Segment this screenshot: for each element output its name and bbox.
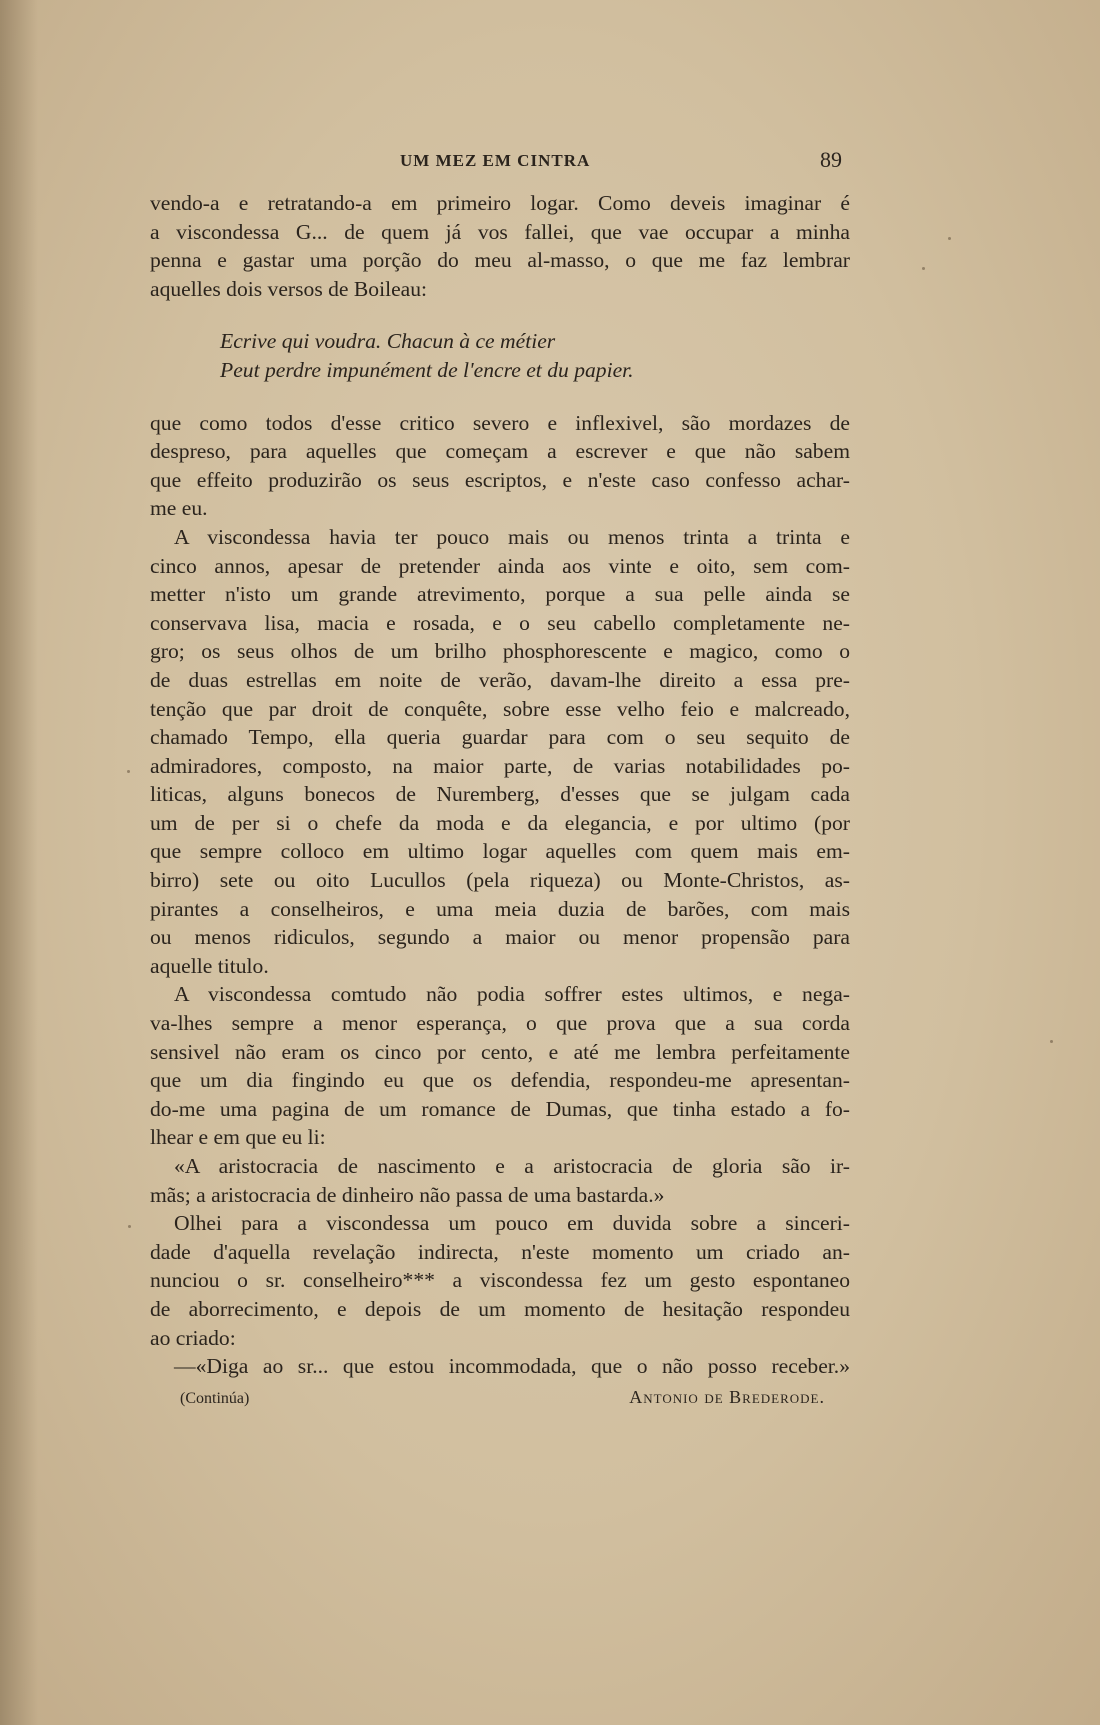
text-line: que um dia fingindo eu que os defendia, respondeu-me apresentan-: [150, 1068, 850, 1093]
text-line: penna e gastar uma porção do meu al-masso, o que me faz lembrar: [150, 248, 850, 273]
verse-quote: [150, 327, 850, 384]
text-line: que effeito produzirão os seus escriptos, e n'este caso confesso achar-: [150, 467, 850, 492]
page-number: 89: [820, 147, 842, 172]
running-head: [150, 147, 842, 177]
paragraph-4: [150, 980, 850, 1152]
text-line: A viscondessa havia ter pouco mais ou menos trinta a trinta e: [174, 524, 850, 549]
text-line: ao criado:: [150, 1325, 236, 1350]
text-line: ou menos ridiculos, segundo a maior ou menor propensão para: [150, 925, 850, 950]
quotation: [150, 1152, 850, 1209]
verse-line: Peut perdre impunément de l'encre et du papier.: [220, 357, 634, 382]
text-line: sensivel não eram os cinco por cento, e até me lembra perfeitamente: [150, 1039, 850, 1064]
text-block: [150, 189, 850, 1415]
text-line: metter n'isto um grande atrevimento, porque a sua pelle ainda se: [150, 582, 850, 607]
text-line: aquelle titulo.: [150, 953, 269, 978]
signature-row: [150, 1383, 850, 1415]
text-line: a viscondessa G... de quem já vos fallei, que vae occupar a minha: [150, 219, 850, 244]
paper-speck: [1050, 1040, 1053, 1043]
text-line: A viscondessa comtudo não podia soffrer estes ultimos, e nega-: [174, 982, 850, 1007]
paragraph-2: [150, 409, 850, 523]
text-line: de duas estrellas em noite de verão, davam-lhe direito a essa pre-: [150, 667, 850, 692]
text-line: Olhei para a viscondessa um pouco em duvida sobre a sinceri-: [174, 1211, 850, 1236]
text-line: do-me uma pagina de um romance de Dumas, que tinha estado a fo-: [150, 1096, 850, 1121]
text-line: tenção que par droit de conquête, sobre esse velho feio e malcreado,: [150, 696, 850, 721]
text-line: pirantes a conselheiros, e uma meia duzia de barões, com mais: [150, 896, 850, 921]
running-title: UM MEZ EM CINTRA: [400, 151, 591, 170]
text-line: admiradores, composto, na maior parte, de varias notabilidades po-: [150, 753, 850, 778]
paper-speck: [922, 267, 925, 270]
text-line: va-lhes sempre a menor esperança, o que prova que a sua corda: [150, 1011, 850, 1036]
text-line: lhear e em que eu li:: [150, 1125, 326, 1150]
paragraph-1: [150, 189, 850, 303]
continua-note: (Continúa): [180, 1389, 250, 1407]
text-line: chamado Tempo, ella queria guardar para com o seu sequito de: [150, 725, 850, 750]
text-line: «A aristocracia de nascimento e a aristocracia de gloria são ir-: [174, 1154, 850, 1178]
paragraph-5: [150, 1209, 850, 1352]
text-line: dade d'aquella revelação indirecta, n'este momento um criado an-: [150, 1239, 850, 1264]
text-line: liticas, alguns bonecos de Nuremberg, d'esses que se julgam cada: [150, 782, 850, 807]
text-line: de aborrecimento, e depois de um momento de hesitação respondeu: [150, 1296, 850, 1321]
verse-line: Ecrive qui voudra. Chacun à ce métier: [220, 329, 556, 354]
page-edge-shadow: [0, 0, 38, 1725]
text-line: mãs; a aristocracia de dinheiro não passa de uma bastarda.»: [150, 1182, 665, 1207]
text-line: me eu.: [150, 496, 208, 521]
paper-speck: [127, 770, 130, 773]
text-line: que como todos d'esse critico severo e inflexivel, são mordazes de: [150, 410, 850, 435]
text-line: conservava lisa, macia e rosada, e o seu cabello completamente ne-: [150, 610, 850, 635]
text-line: aquelles dois versos de Boileau:: [150, 276, 428, 301]
text-line: gro; os seus olhos de um brilho phosphorescente e magico, como o: [150, 639, 850, 664]
text-line: um de per si o chefe da moda e da elegancia, e por ultimo (por: [150, 810, 850, 835]
dialogue-line: —«Diga ao sr... que estou incommodada, que o não posso receber.»: [174, 1354, 850, 1379]
text-line: despreso, para aquelles que começam a escrever e que não sabem: [150, 439, 850, 464]
text-line: cinco annos, apesar de pretender ainda aos vinte e oito, sem com-: [150, 553, 850, 578]
text-line: birro) sete ou oito Lucullos (pela riqueza) ou Monte-Christos, as-: [150, 868, 850, 893]
text-line: vendo-a e retratando-a em primeiro logar. Como deveis imaginar é: [150, 191, 850, 215]
paragraph-3: [150, 523, 850, 981]
author-signature: Antonio de Brederode.: [629, 1386, 825, 1407]
text-line: nunciou o sr. conselheiro*** a viscondessa fez um gesto espontaneo: [150, 1268, 850, 1293]
text-line: que sempre colloco em ultimo logar aquelles com quem mais em-: [150, 839, 850, 864]
paper-speck: [948, 237, 951, 240]
paper-speck: [128, 1225, 131, 1228]
